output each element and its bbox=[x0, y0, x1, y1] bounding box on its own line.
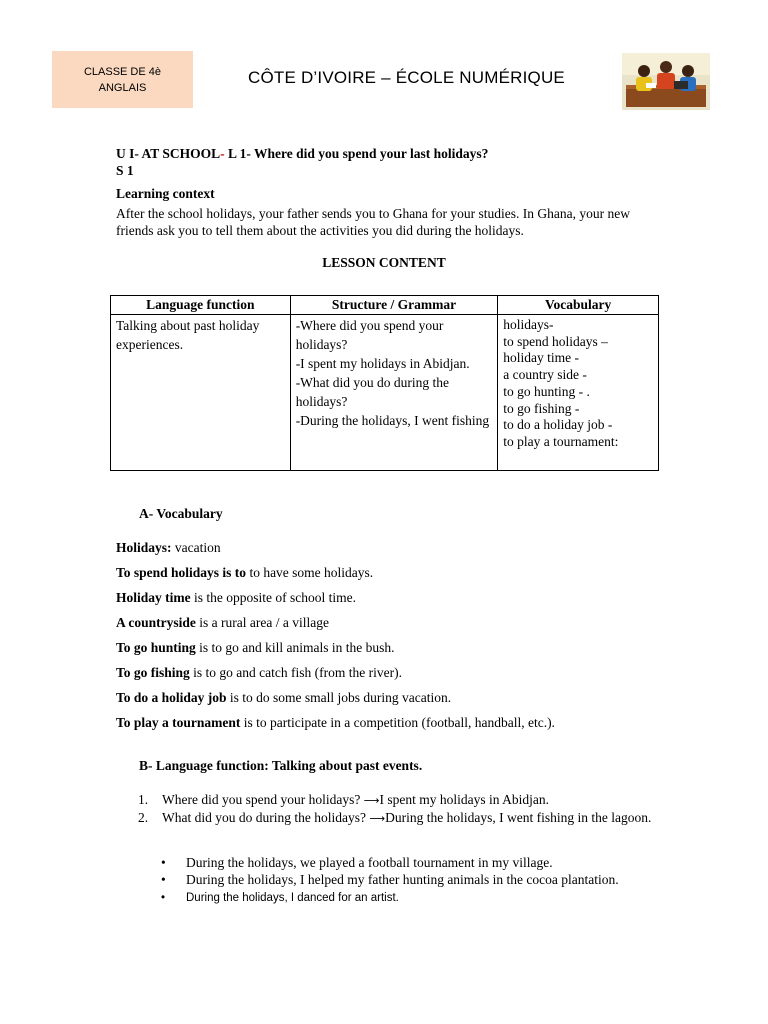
bullet-text: During the holidays, we played a football tournament in my village. bbox=[186, 855, 553, 870]
list-number: 2. bbox=[138, 810, 149, 825]
column-header-vocabulary: Vocabulary bbox=[498, 296, 659, 315]
list-item bbox=[116, 809, 656, 827]
structure-line: -I spent my holidays in Abidjan. bbox=[295, 356, 470, 371]
vocab-entry bbox=[116, 640, 395, 656]
list-number: 1. bbox=[138, 792, 149, 807]
structure-line: -During the holidays, I went fishing bbox=[295, 413, 490, 428]
vocab-definition: is a rural area / a village bbox=[195, 615, 329, 630]
bullet-text: During the holidays, I danced for an artist. bbox=[186, 892, 399, 904]
table-row bbox=[111, 315, 659, 471]
badge-class-label: CLASSE DE 4è bbox=[83, 65, 162, 78]
cell-language-function: Talking about past holiday experiences. bbox=[111, 315, 291, 471]
vocab-line: to play a tournament: bbox=[503, 433, 619, 449]
past-events-bullet-list bbox=[116, 854, 656, 907]
vocab-term: To go fishing bbox=[116, 665, 190, 680]
unit-label: U I- AT SCHOOL bbox=[116, 146, 221, 161]
vocab-entry bbox=[116, 615, 329, 631]
badge-subject-label: ANGLAIS bbox=[98, 81, 147, 94]
section-a-heading: A- Vocabulary bbox=[139, 506, 223, 521]
students-classroom-illustration bbox=[622, 53, 710, 110]
vocab-definition: vacation bbox=[171, 540, 221, 555]
bullet-icon: • bbox=[161, 855, 166, 870]
vocab-entry bbox=[116, 715, 555, 731]
bullet-text: During the holidays, I helped my father hunting animals in the cocoa plantation. bbox=[186, 872, 619, 887]
session-label: S 1 bbox=[116, 163, 134, 178]
table-header-row bbox=[111, 296, 659, 315]
example-answer: I spent my holidays in Abidjan. bbox=[379, 792, 549, 807]
learning-context-text: After the school holidays, your father sends you to Ghana for your studies. In Ghana, your new friends ask you to tell them about the activities you did during the holidays. bbox=[116, 206, 631, 238]
unit-separator: - bbox=[220, 146, 225, 161]
vocab-definition: is to go and catch fish (from the river). bbox=[189, 665, 402, 680]
vocab-term: A countryside bbox=[116, 615, 196, 630]
lesson-content-heading: LESSON CONTENT bbox=[322, 255, 446, 270]
vocab-line: holiday time - bbox=[503, 350, 579, 366]
vocab-entry bbox=[116, 665, 402, 681]
vocab-line: holidays- bbox=[503, 317, 554, 332]
vocab-term: To do a holiday job bbox=[116, 690, 227, 705]
example-question: What did you do during the holidays? bbox=[162, 810, 370, 825]
structure-line: -Where did you spend your holidays? bbox=[295, 318, 444, 352]
example-question: Where did you spend your holidays? bbox=[162, 792, 364, 807]
bullet-icon: • bbox=[161, 872, 166, 887]
vocab-entry bbox=[116, 590, 356, 606]
vocab-line: to spend holidays – bbox=[503, 333, 608, 349]
bullet-icon: • bbox=[161, 892, 166, 904]
vocab-entry bbox=[116, 690, 451, 706]
past-events-numbered-list bbox=[116, 791, 656, 827]
class-badge bbox=[52, 51, 193, 108]
vocab-definition: is to do some small jobs during vacation. bbox=[226, 690, 452, 705]
vocab-term: To play a tournament bbox=[116, 715, 241, 730]
list-item bbox=[116, 871, 656, 888]
structure-line: -What did you do during the holidays? bbox=[295, 375, 450, 409]
vocab-definition: is to go and kill animals in the bush. bbox=[195, 640, 395, 655]
example-answer: During the holidays, I went fishing in the lagoon. bbox=[385, 810, 652, 825]
vocab-definition: is the opposite of school time. bbox=[190, 590, 356, 605]
lesson-content-table bbox=[110, 295, 659, 471]
learning-context-heading: Learning context bbox=[116, 186, 215, 201]
cell-vocabulary bbox=[498, 315, 659, 471]
vocab-term: To go hunting bbox=[116, 640, 196, 655]
column-header-structure: Structure / Grammar bbox=[290, 296, 498, 315]
column-header-function: Language function bbox=[111, 296, 291, 315]
vocab-line: to go fishing - bbox=[503, 400, 580, 416]
vocab-definition: to have some holidays. bbox=[246, 565, 374, 580]
lesson-question: L 1- Where did you spend your last holidays? bbox=[224, 146, 489, 161]
vocab-line: to do a holiday job - bbox=[503, 417, 613, 433]
vocab-term: Holiday time bbox=[116, 590, 191, 605]
list-item bbox=[116, 854, 656, 871]
vocab-entry bbox=[116, 565, 373, 581]
document-header-title: CÔTE D’IVOIRE – ÉCOLE NUMÉRIQUE bbox=[248, 68, 565, 87]
lesson-title bbox=[116, 146, 488, 162]
arrow-right-icon: ⟶ bbox=[363, 794, 380, 807]
vocab-term: To spend holidays is to bbox=[116, 565, 247, 580]
arrow-right-icon: ⟶ bbox=[369, 812, 386, 825]
list-item bbox=[116, 890, 656, 907]
section-b-heading: B- Language function: Talking about past events. bbox=[139, 758, 423, 773]
cell-structure bbox=[290, 315, 498, 471]
list-item bbox=[116, 791, 656, 809]
vocab-term: Holidays: bbox=[116, 540, 172, 555]
vocab-line: a country side - bbox=[503, 367, 587, 383]
vocab-line: to go hunting - . bbox=[503, 383, 590, 399]
vocab-definition: is to participate in a competition (football, handball, etc.). bbox=[240, 715, 555, 730]
vocab-entry bbox=[116, 540, 221, 556]
